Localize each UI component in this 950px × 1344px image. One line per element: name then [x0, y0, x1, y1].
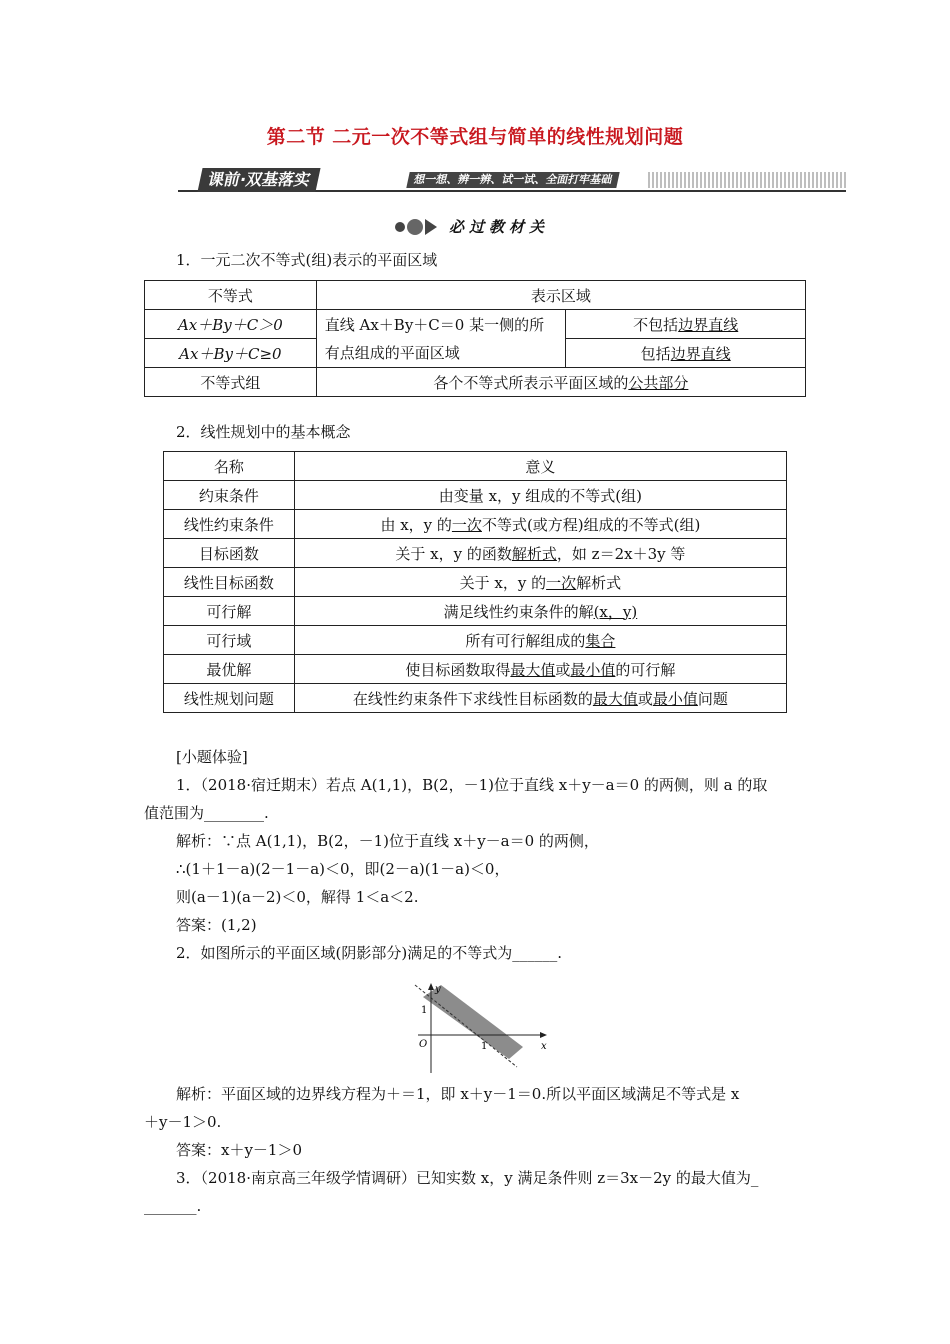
table-cell: 使目标函数取得最大值或最小值的可行解: [294, 655, 786, 684]
dot-icon: [395, 222, 405, 232]
table-cell: 由变量 x，y 组成的不等式(组): [294, 481, 786, 510]
table-cell: 满足线性约束条件的解(x，y): [294, 597, 786, 626]
section-banner: [178, 170, 846, 192]
table-cell: 在线性约束条件下求线性目标函数的最大值或最小值问题: [294, 684, 786, 713]
heading-2: 2．线性规划中的基本概念: [176, 423, 351, 441]
origin-label: O: [419, 1039, 428, 1050]
section-label: 必过教材关: [449, 218, 550, 236]
question-1-cont: 值范围为________.: [144, 804, 269, 822]
question-2: 2．如图所示的平面区域(阴影部分)满足的不等式为______.: [176, 944, 563, 962]
table-cell: 最优解: [164, 655, 295, 684]
solution-1-line-2: ∴(1＋1－a)(2－1－a)＜0，即(2－a)(1－a)＜0，: [176, 860, 510, 878]
table-cell: 目标函数: [164, 539, 295, 568]
table-cell: 约束条件: [164, 481, 295, 510]
table-cell: 各个不等式所表示平面区域的公共部分: [316, 368, 805, 397]
region-table: [144, 280, 806, 397]
question-3-cont: _______.: [144, 1197, 202, 1215]
y-tick-label: 1: [421, 1005, 428, 1016]
concept-table: [163, 451, 787, 713]
answer-2: 答案：x＋y－1＞0: [176, 1141, 303, 1159]
table-cell: 由 x，y 的一次不等式(或方程)组成的不等式(组): [294, 510, 786, 539]
table-cell: 可行域: [164, 626, 295, 655]
table-header: 名称: [164, 452, 295, 481]
table-cell: 线性目标函数: [164, 568, 295, 597]
region-graph-svg: [413, 983, 553, 1075]
table-cell: 直线 Ax＋By＋C＝0 某一侧的所 有点组成的平面区域: [316, 310, 566, 368]
x-axis-label: x: [541, 1041, 547, 1052]
question-3: 3．（2018·南京高三年级学情调研）已知实数 x，y 满足条件则 z＝3x－2y 的最大值为_: [176, 1169, 759, 1187]
table-cell: Ax＋By＋C≥0: [145, 339, 317, 368]
y-axis-label: y: [435, 984, 441, 995]
region-graph: [413, 983, 553, 1075]
table-header: 不等式: [145, 281, 317, 310]
shaded-region: [423, 985, 523, 1059]
table-cell: 关于 x，y 的函数解析式，如 z＝2x＋3y 等: [294, 539, 786, 568]
table-header: 意义: [294, 452, 786, 481]
heading-1: 1．一元二次不等式(组)表示的平面区域: [176, 251, 438, 269]
table-cell: 关于 x，y 的一次解析式: [294, 568, 786, 597]
table-cell: 包括边界直线: [566, 339, 806, 368]
banner-sub-label: 想一想、辨一辨、试一试、全面打牢基础: [406, 172, 619, 188]
solution-1-line-3: 则(a－1)(a－2)＜0，解得 1＜a＜2.: [176, 888, 419, 906]
table-cell: 线性约束条件: [164, 510, 295, 539]
table-cell: 所有可行解组成的集合: [294, 626, 786, 655]
x-tick-label: 1: [481, 1041, 488, 1052]
banner-main-label: 课前·双基落实: [197, 168, 320, 192]
practice-header: [小题体验]: [176, 748, 248, 766]
y-arrow-icon: [428, 983, 434, 990]
answer-1: 答案：(1,2): [176, 916, 257, 934]
table-cell: 不包括边界直线: [566, 310, 806, 339]
solution-2-line-2: ＋y－1＞0.: [144, 1113, 222, 1131]
table-cell: 可行解: [164, 597, 295, 626]
table-cell: 不等式组: [145, 368, 317, 397]
banner-pattern: [648, 172, 846, 188]
table-cell: 线性规划问题: [164, 684, 295, 713]
table-cell: Ax＋By＋C＞0: [145, 310, 317, 339]
x-arrow-icon: [540, 1032, 547, 1038]
solution-1-line-1: 解析：∵点 A(1,1)，B(2，－1)位于直线 x＋y－a＝0 的两侧，: [176, 832, 599, 850]
solution-2-line-1: 解析：平面区域的边界线方程为＋＝1，即 x＋y－1＝0.所以平面区域满足不等式是 x: [176, 1085, 740, 1103]
arrow-icon: [425, 219, 437, 235]
question-1: 1．（2018·宿迁期末）若点 A(1,1)，B(2，－1)位于直线 x＋y－a＝0 的两侧，则 a 的取: [176, 776, 768, 794]
dot-icon: [407, 219, 423, 235]
table-header: 表示区域: [316, 281, 805, 310]
page-title: 第二节 二元一次不等式组与简单的线性规划问题: [266, 126, 684, 148]
